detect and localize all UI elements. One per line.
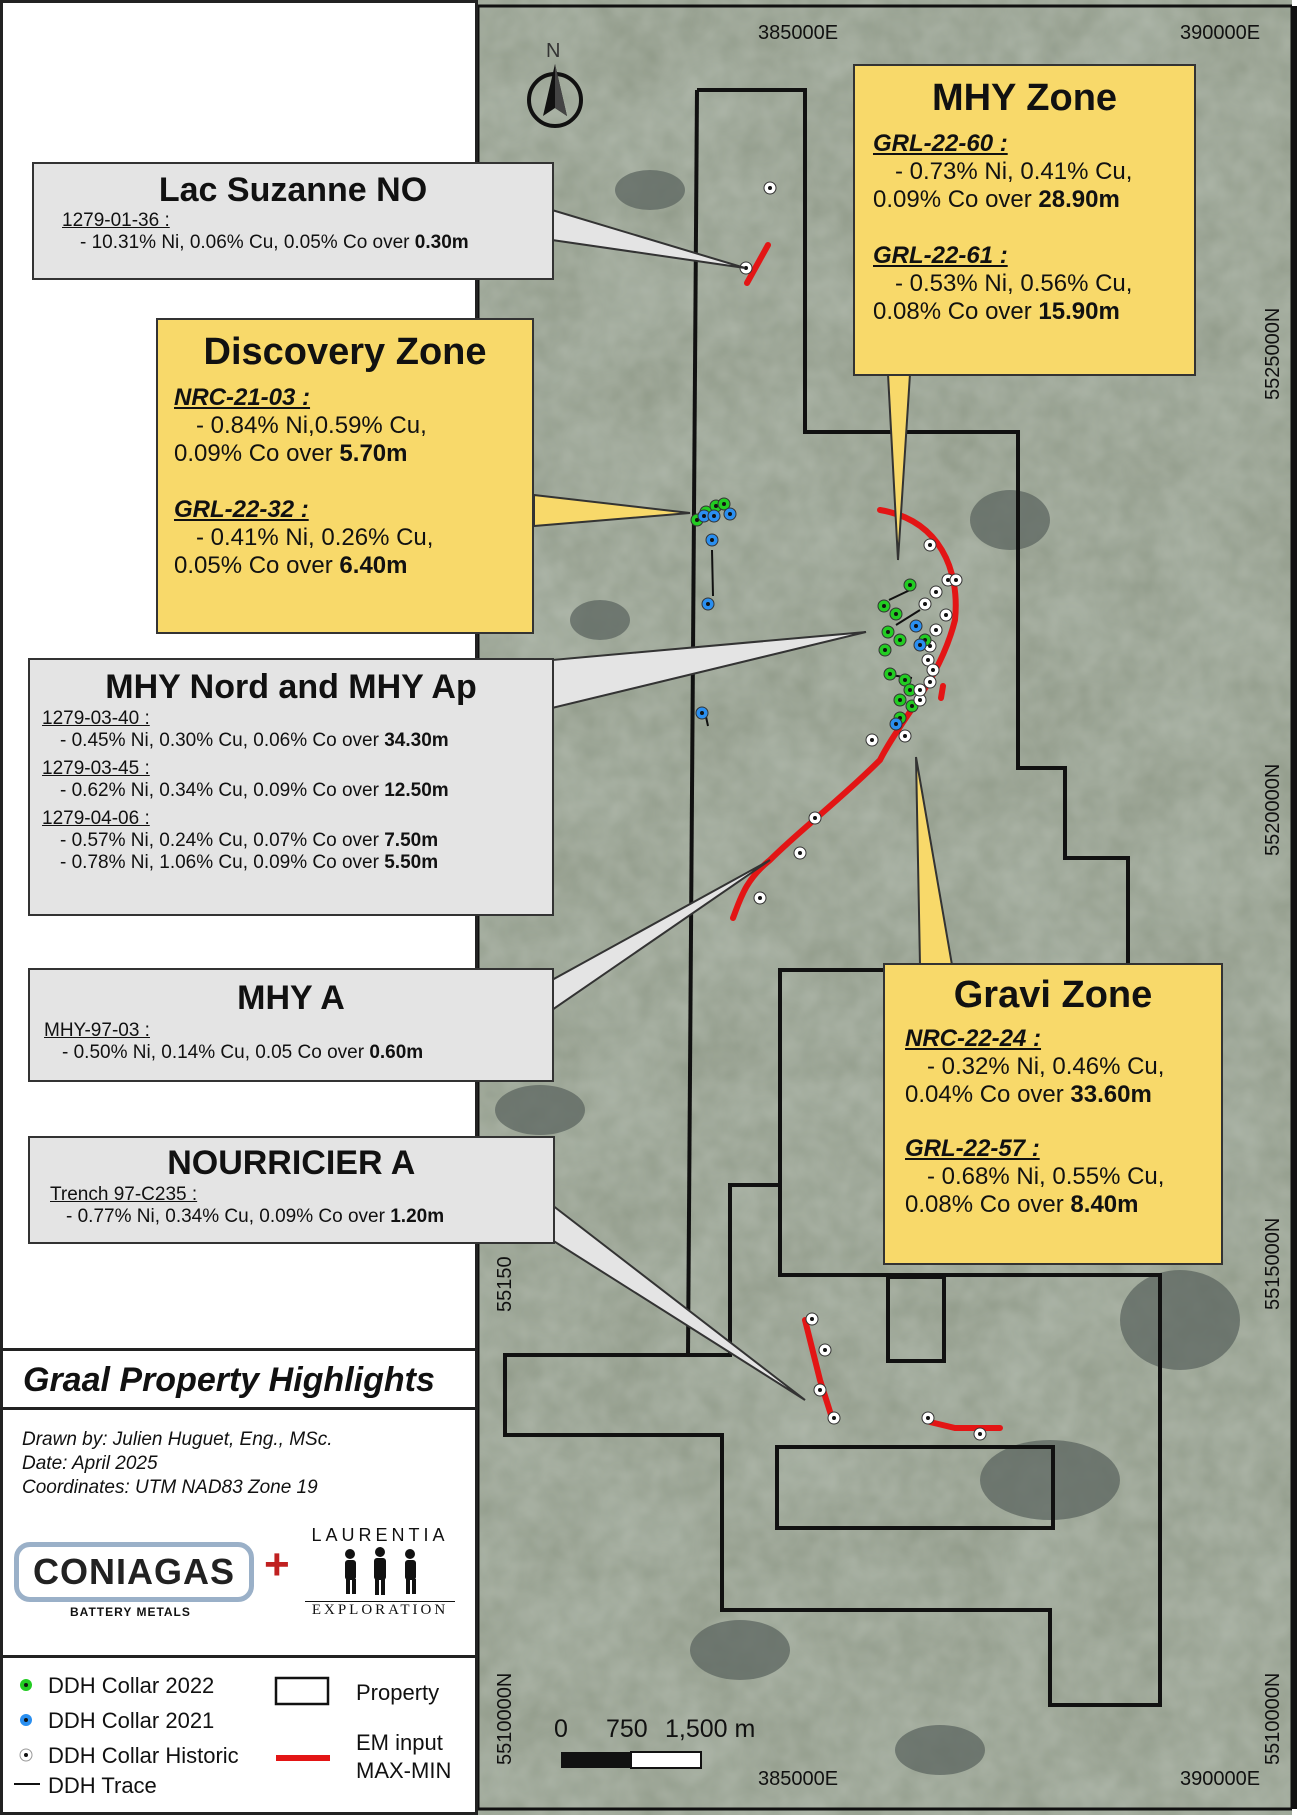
collar-center-dot <box>712 514 716 518</box>
collar-center-dot <box>910 704 914 708</box>
callout-gravi-zone <box>883 963 1223 1265</box>
collar-center-dot <box>926 658 930 662</box>
collar-center-dot <box>798 851 802 855</box>
collar-center-dot <box>702 514 706 518</box>
legend-ddh-2022: DDH Collar 2022 <box>48 1673 215 1698</box>
assay-line: - 0.53% Ni, 0.56% Cu, <box>895 270 1133 297</box>
collar-center-dot <box>898 638 902 642</box>
collar-center-dot <box>882 604 886 608</box>
hole-id: NRC-21-03 : <box>174 384 311 411</box>
coniagas-subtitle: BATTERY METALS <box>70 1605 191 1619</box>
collar-center-dot <box>931 668 935 672</box>
assay-line: 0.09% Co over 28.90m <box>873 186 1120 213</box>
map-title: Graal Property Highlights <box>3 1348 475 1410</box>
laurentia-logo <box>305 1525 455 1625</box>
callout-title: NOURRICIER A <box>167 1144 416 1182</box>
collar-center-dot <box>758 896 762 900</box>
assay-line: - 0.77% Ni, 0.34% Cu, 0.09% Co over 1.20m <box>66 1206 445 1227</box>
coord-top-385000e: 385000E <box>758 22 839 44</box>
coord-bottom-385000e: 385000E <box>758 1768 839 1790</box>
collar-center-dot <box>928 680 932 684</box>
assay-line: - 0.84% Ni,0.59% Cu, <box>196 412 427 439</box>
assay-line: - 0.73% Ni, 0.41% Cu, <box>895 158 1133 185</box>
collar-center-dot <box>883 648 887 652</box>
collar-center-dot <box>903 734 907 738</box>
assay-line: - 0.41% Ni, 0.26% Cu, <box>196 524 434 551</box>
callout-mhy-nord <box>28 658 554 916</box>
coord-left-55150: 55150 <box>494 1256 516 1312</box>
assay-line: 0.05% Co over 6.40m <box>174 552 408 579</box>
collar-center-dot <box>946 578 950 582</box>
collar-center-dot <box>898 698 902 702</box>
collar-center-dot <box>894 612 898 616</box>
hole-id: 1279-01-36 : <box>62 210 170 231</box>
hole-id: 1279-03-40 : <box>42 708 150 729</box>
collar-center-dot <box>886 630 890 634</box>
laurentia-sub: EXPLORATION <box>305 1601 455 1619</box>
callout-title: MHY Nord and MHY Ap <box>105 668 477 706</box>
legend-ddh-2021: DDH Collar 2021 <box>48 1708 215 1733</box>
collar-center-dot <box>706 602 710 606</box>
assay-line: 0.09% Co over 5.70m <box>174 440 408 467</box>
drawn-by: Drawn by: Julien Huguet, Eng., MSc. <box>22 1429 333 1450</box>
coniagas-wordmark: CONIAGAS <box>32 1551 235 1592</box>
assay-line: - 10.31% Ni, 0.06% Cu, 0.05% Co over 0.30m <box>80 232 469 253</box>
callout-title: Discovery Zone <box>203 331 487 373</box>
hole-id: Trench 97-C235 : <box>50 1184 198 1205</box>
callout-title: MHY A <box>237 979 345 1017</box>
assay-line: 0.04% Co over 33.60m <box>905 1081 1152 1108</box>
scale-end: 1,500 m <box>665 1715 756 1743</box>
scale-zero: 0 <box>554 1715 568 1743</box>
collar-center-dot <box>908 583 912 587</box>
map-metadata <box>22 1428 332 1500</box>
hole-id: GRL-22-32 : <box>174 496 309 523</box>
collar-center-dot <box>810 1317 814 1321</box>
collar-center-dot <box>926 1416 930 1420</box>
collar-center-dot <box>914 624 918 628</box>
coord-bottom-390000e: 390000E <box>1180 1768 1261 1790</box>
collar-center-dot <box>923 602 927 606</box>
collar-center-dot <box>978 1432 982 1436</box>
collar-center-dot <box>954 578 958 582</box>
collar-center-dot <box>918 688 922 692</box>
legend-property: Property <box>356 1680 440 1705</box>
scale-mid: 750 <box>606 1715 648 1743</box>
assay-line: - 0.57% Ni, 0.24% Cu, 0.07% Co over 7.50m <box>60 830 439 851</box>
date: Date: April 2025 <box>22 1453 158 1474</box>
collar-center-dot <box>918 643 922 647</box>
collar-center-dot <box>714 504 718 508</box>
collar-center-dot <box>888 672 892 676</box>
collar-center-dot <box>710 538 714 542</box>
callout-title: Gravi Zone <box>953 974 1153 1016</box>
collar-center-dot <box>894 722 898 726</box>
plus-sign: + <box>264 1540 290 1589</box>
legend-max-min: MAX-MIN <box>356 1758 452 1783</box>
collar-center-dot <box>934 628 938 632</box>
assay-line: - 0.32% Ni, 0.46% Cu, <box>927 1053 1165 1080</box>
assay-line: - 0.78% Ni, 1.06% Cu, 0.09% Co over 5.50m <box>60 852 439 873</box>
assay-line: 0.08% Co over 15.90m <box>873 298 1120 325</box>
hole-id: 1279-03-45 : <box>42 758 150 779</box>
assay-line: - 0.68% Ni, 0.55% Cu, <box>927 1163 1165 1190</box>
assay-line: 0.08% Co over 8.40m <box>905 1191 1139 1218</box>
hole-id: GRL-22-60 : <box>873 130 1008 157</box>
assay-line: - 0.62% Ni, 0.34% Cu, 0.09% Co over 12.50m <box>60 780 449 801</box>
laurentia-wordmark: LAURENTIA <box>311 1525 449 1545</box>
assay-line: - 0.50% Ni, 0.14% Cu, 0.05 Co over 0.60m <box>62 1042 424 1063</box>
coordinate-system: Coordinates: UTM NAD83 Zone 19 <box>22 1477 318 1498</box>
callout-mhy-zone <box>853 64 1196 376</box>
collar-center-dot <box>700 711 704 715</box>
legend-divider <box>3 1655 475 1658</box>
coord-right-5520000n: 5520000N <box>1262 763 1284 856</box>
callout-title: Lac Suzanne NO <box>158 171 428 209</box>
hikers-icon <box>305 1546 455 1596</box>
collar-center-dot <box>903 678 907 682</box>
coord-right-5510000n: 5510000N <box>1262 1672 1284 1765</box>
collar-center-dot <box>934 590 938 594</box>
coord-left-5510000n: 5510000N <box>494 1672 516 1765</box>
scale-bar <box>561 1752 701 1768</box>
collar-center-dot <box>813 816 817 820</box>
collar-center-dot <box>728 512 732 516</box>
north-label: N <box>546 40 561 62</box>
legend-ddh-historic: DDH Collar Historic <box>48 1743 239 1768</box>
callout-title: MHY Zone <box>931 77 1118 119</box>
legend-em-input: EM input <box>356 1730 443 1755</box>
collar-center-dot <box>818 1388 822 1392</box>
callout-mhy-a <box>28 968 554 1082</box>
collar-center-dot <box>908 688 912 692</box>
coord-top-390000e: 390000E <box>1180 22 1261 44</box>
coord-right-5525000n: 5525000N <box>1262 307 1284 400</box>
legend-ddh-trace: DDH Trace <box>48 1773 157 1798</box>
collar-center-dot <box>832 1416 836 1420</box>
collar-center-dot <box>928 543 932 547</box>
collar-center-dot <box>722 502 726 506</box>
hole-id: GRL-22-57 : <box>905 1135 1040 1162</box>
assay-line: - 0.45% Ni, 0.30% Cu, 0.06% Co over 34.30m <box>60 730 449 751</box>
hole-id: GRL-22-61 : <box>873 242 1008 269</box>
coord-right-5515000n: 5515000N <box>1262 1217 1284 1310</box>
hole-id: NRC-22-24 : <box>905 1025 1042 1052</box>
callout-nourricier-a <box>28 1136 555 1244</box>
callout-lac-suzanne <box>32 162 554 280</box>
callout-discovery-zone <box>156 318 534 634</box>
collar-center-dot <box>768 186 772 190</box>
collar-center-dot <box>944 613 948 617</box>
hole-id: 1279-04-06 : <box>42 808 150 829</box>
coniagas-logo <box>14 1542 254 1602</box>
collar-center-dot <box>823 1348 827 1352</box>
collar-center-dot <box>870 738 874 742</box>
hole-id: MHY-97-03 : <box>44 1020 150 1041</box>
collar-center-dot <box>918 698 922 702</box>
